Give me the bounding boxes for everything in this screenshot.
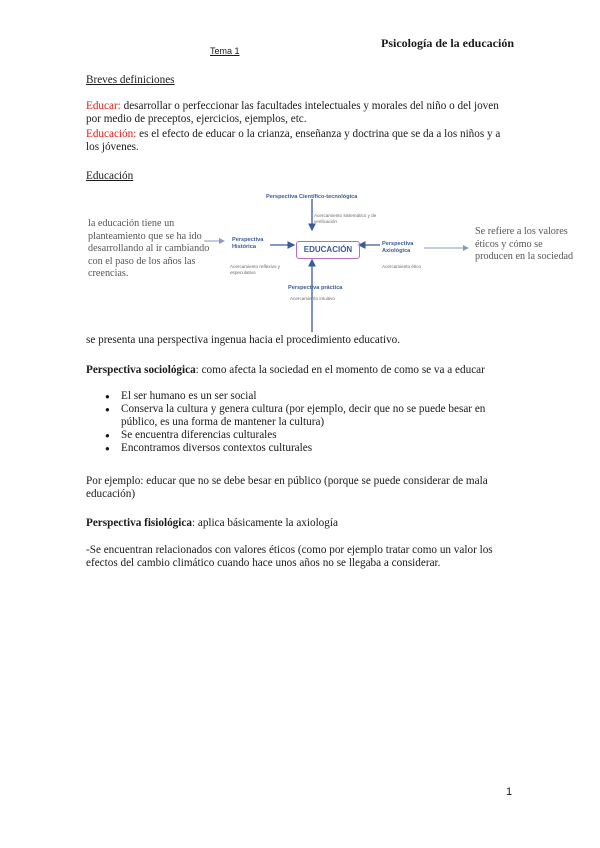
diagram-right-text: Se refiere a los valores éticos y cómo se producen en la sociedad [475, 226, 574, 263]
educacion-term: Educación: [86, 128, 137, 140]
definition-educacion [86, 128, 516, 154]
sociologica-text: : como afecta la sociedad en el momento de como se va a educar [195, 364, 485, 376]
fisiologica-title: Perspectiva fisiológica [86, 517, 192, 529]
label-top: Perspectiva Científico-tecnológica [266, 194, 358, 200]
sociologica-intro [86, 364, 506, 377]
list-item: ● Se encuentra diferencias culturales [86, 429, 506, 442]
center-label: EDUCACIÓN [303, 245, 353, 254]
definitions-heading: Breves definiciones [86, 74, 175, 86]
label-bottom: Perspectiva práctica [288, 285, 343, 291]
sub-bottom: Acercamiento intuitivo [290, 296, 335, 301]
document-title: Psicología de la educación [381, 36, 514, 50]
education-center-box [296, 241, 360, 259]
list-item: ● El ser humano es un ser social [86, 390, 506, 403]
diagram-left-text: la educación tiene un planteamiento que se ha ido desarrollando al ir cambiando con el paso de los años las creencias. [88, 218, 210, 280]
sociologica-example: Por ejemplo: educar que no se debe besar en público (porque se puede considerar de mala educación) [86, 475, 488, 500]
educar-term: Educar: [86, 100, 121, 112]
education-after-text: se presenta una perspectiva ingenua hacia el procedimiento educativo. [86, 334, 401, 346]
fisiologica-intro [86, 517, 506, 530]
sociologica-bullets [86, 390, 506, 455]
educar-text: desarrollar o perfeccionar las facultades intelectuales y morales del niño o del joven por medio de preceptos, ejercicios, ejemplos, etc. [86, 100, 499, 125]
sub-left: Acercamiento reflexivo y especulativo [230, 264, 281, 275]
sub-top: Acercamiento sistemático y de verificación [314, 213, 377, 224]
page-number: 1 [506, 786, 513, 798]
fisiologica-paragraph: -Se encuentran relacionados con valores éticos (como por ejemplo tratar como un valor los efectos del cambio climático cuando hace unos años no se llegaba a considerar. [86, 544, 493, 569]
sub-right: Acercamiento ético [382, 264, 422, 269]
list-item: ● Encontramos diversos contextos culturales [86, 442, 506, 455]
fisiologica-text: : aplica básicamente la axiología [191, 517, 338, 529]
topic-label: Tema 1 [210, 46, 240, 56]
sociologica-title: Perspectiva sociológica [86, 364, 196, 376]
education-diagram [86, 186, 586, 334]
definition-educar [86, 100, 516, 126]
label-left: Perspectiva Histórica [232, 237, 264, 250]
educacion-text: es el efecto de educar o la crianza, enseñanza y doctrina que se da a los niños y a los jóvenes. [86, 128, 501, 153]
education-heading: Educación [86, 170, 134, 182]
list-item: ● Conserva la cultura y genera cultura (por ejemplo, decir que no se puede besar en público, es una forma de mantener la cultura) [86, 403, 506, 429]
label-right: Perspectiva Axiológica [382, 241, 414, 254]
